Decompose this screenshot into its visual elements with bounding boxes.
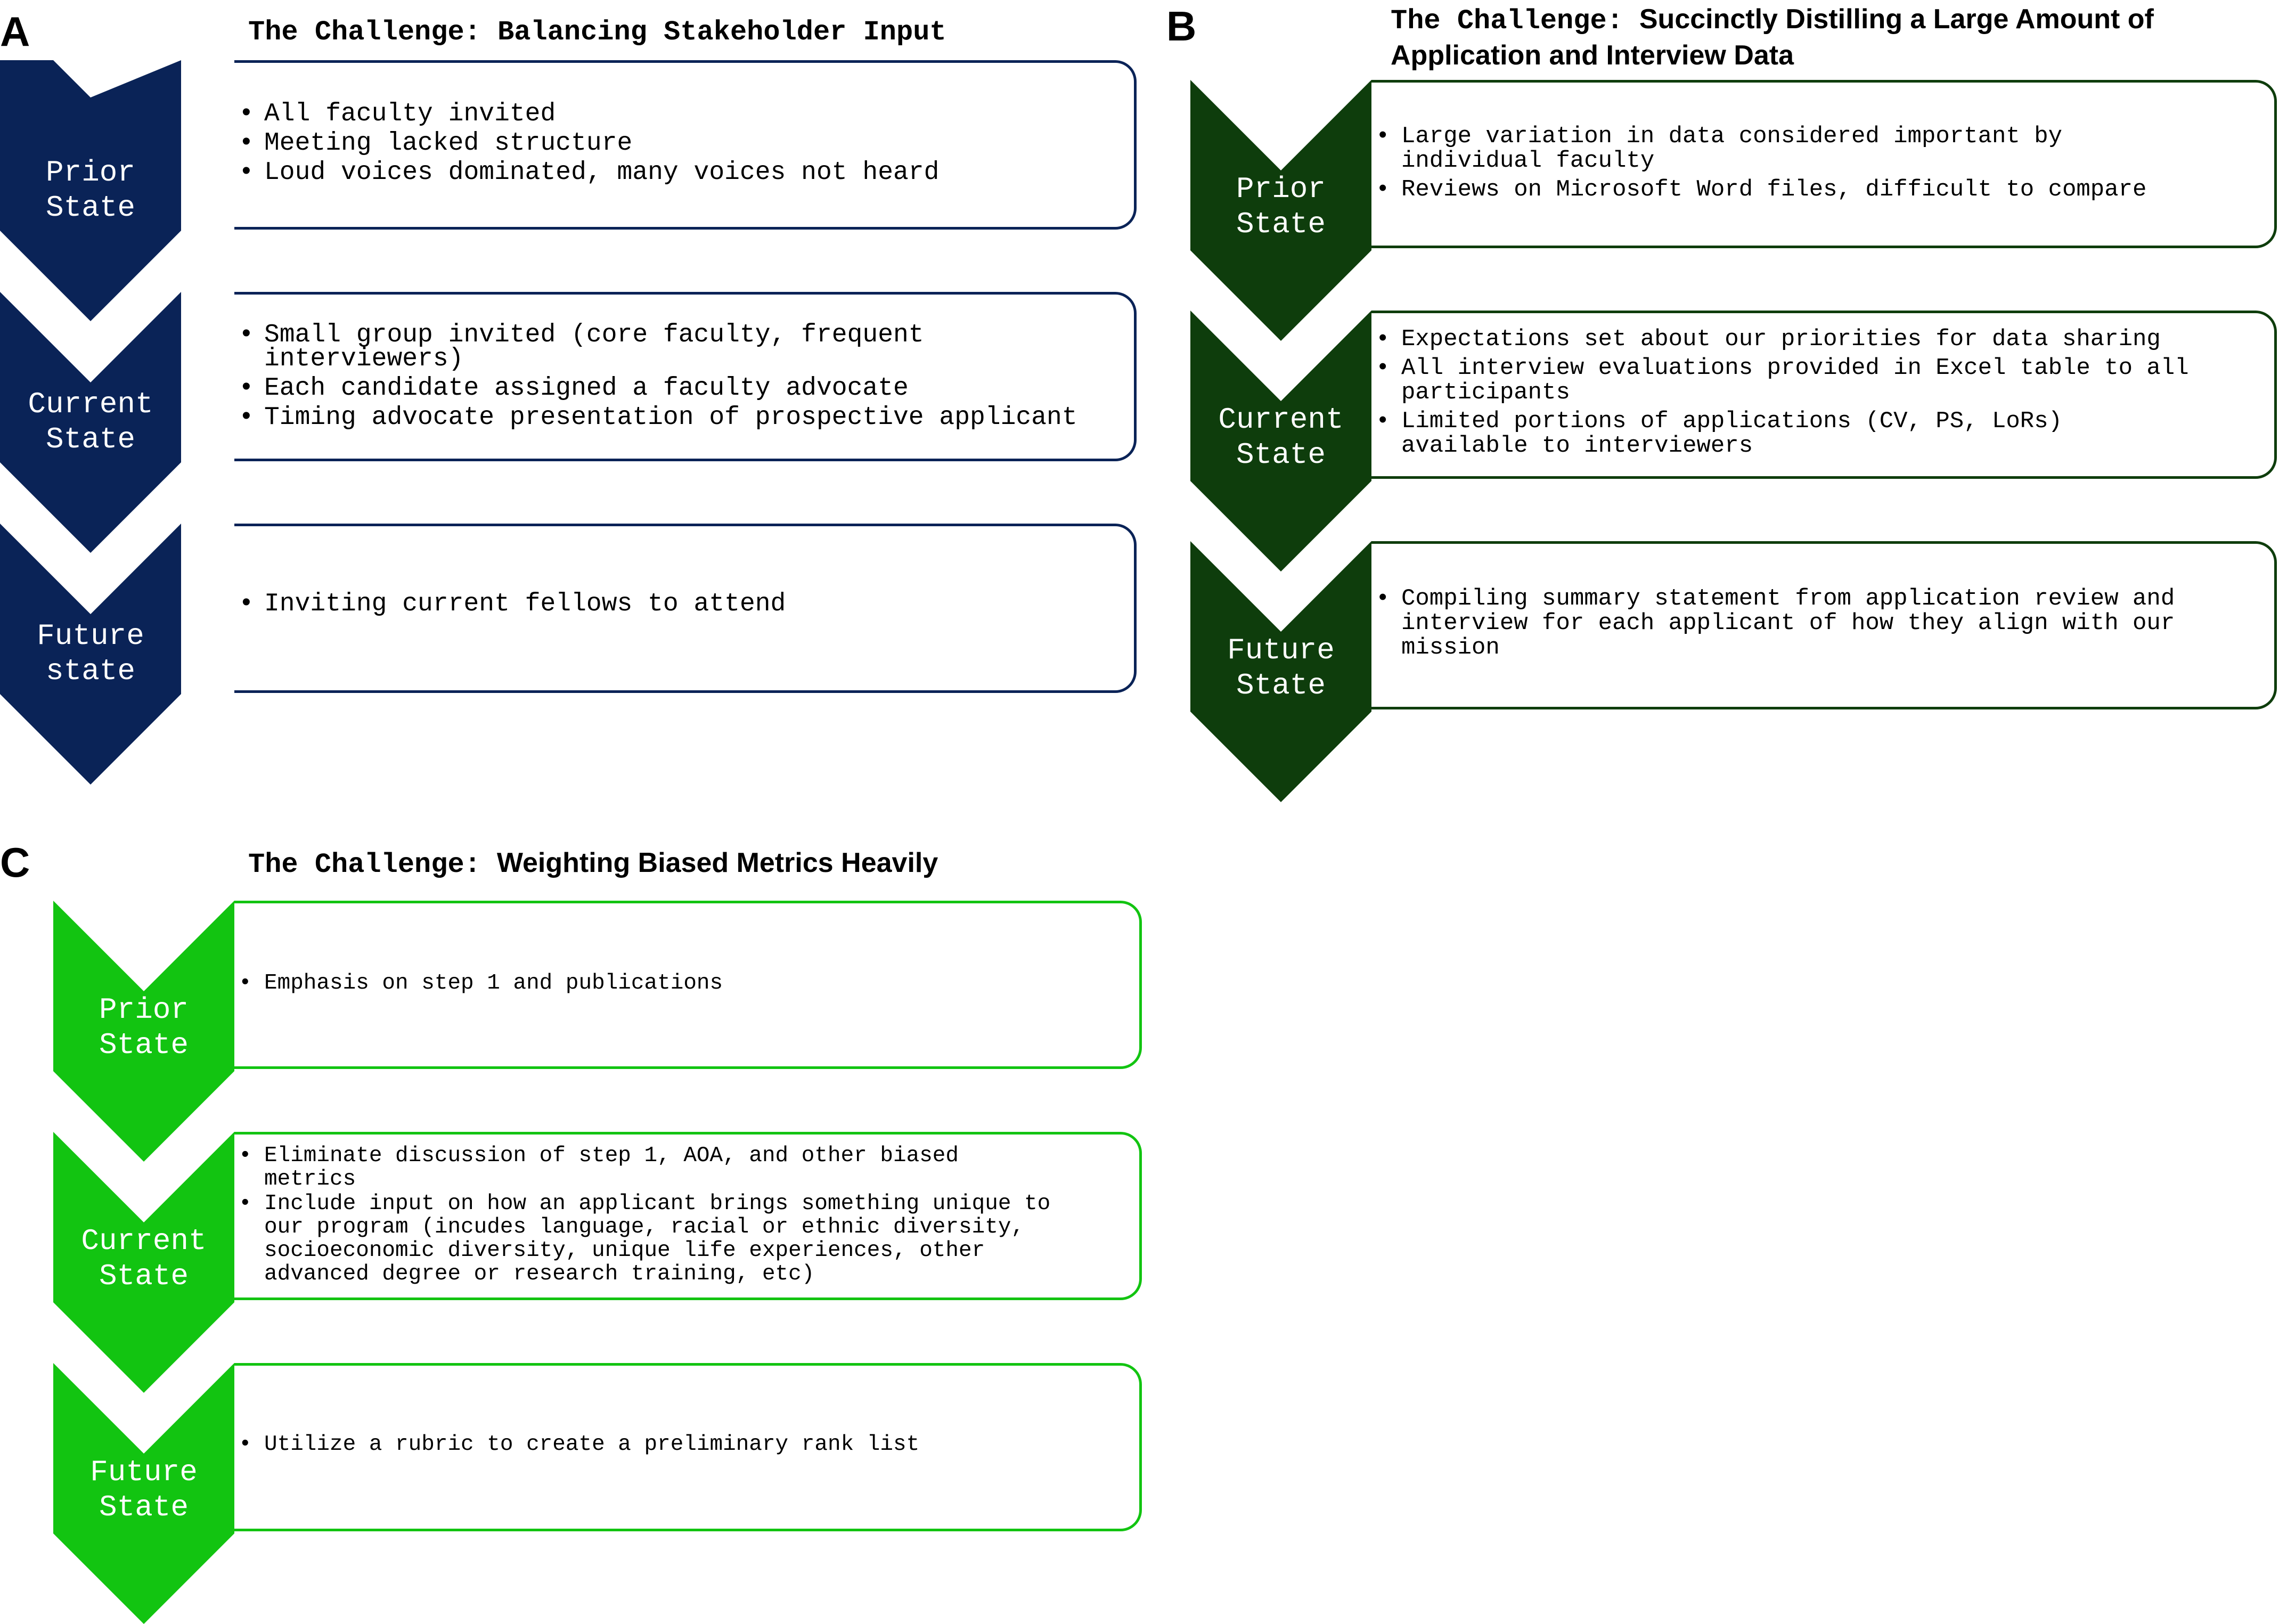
bullet-list (234, 972, 1139, 995)
bullet-item: • Each candidate assigned a faculty advocate (234, 377, 1134, 401)
bullet-list (234, 102, 1134, 185)
stage-box (1371, 80, 2277, 248)
stage-box (234, 60, 1137, 230)
bullet-item: • Reviews on Microsoft Word files, difficult to compare (1371, 177, 2274, 202)
panel-letter: B (1166, 3, 1197, 50)
title-rest: Succinctly Distilling a Large Amount of (1639, 4, 2154, 35)
panel-b (1137, 0, 2279, 810)
title-prefix: The Challenge: (248, 17, 481, 48)
stage-box (234, 1132, 1142, 1300)
bullet-item: • Eliminate discussion of step 1, AOA, and other biased metrics (234, 1144, 1139, 1191)
bullet-list (1371, 327, 2274, 458)
stage-label: Prior State (99, 993, 189, 1062)
bullet-item: • All faculty invited (234, 102, 1134, 126)
bullet-item: • Utilize a rubric to create a preliminary rank list (234, 1433, 1139, 1456)
bullet-list (1371, 586, 2274, 660)
stage-label: Prior State (1236, 172, 1326, 241)
stage-label: Future state (37, 619, 144, 688)
panel-title (248, 846, 938, 882)
stage-label: Future State (90, 1455, 198, 1524)
stage-box (234, 901, 1142, 1069)
bullet-item: • Meeting lacked structure (234, 132, 1134, 156)
stage-label: Current State (1218, 403, 1344, 472)
bullet-item: • Timing advocate presentation of prospective applicant (234, 406, 1134, 430)
panel-c (0, 831, 1150, 1622)
bullet-item: • Limited portions of applications (CV, PS, LoRs) available to interviewers (1371, 409, 2274, 458)
bullet-item: • Compiling summary statement from application review and interview for each applicant of how they align with our mission (1371, 586, 2274, 660)
bullet-list (234, 323, 1134, 430)
panel-title (1391, 2, 2154, 73)
stage-label: Prior State (45, 156, 136, 225)
title-rest: Weighting Biased Metrics Heavily (496, 847, 938, 878)
panel-letter: A (0, 8, 30, 55)
stage-label: Current State (81, 1224, 207, 1293)
bullet-item: • Inviting current fellows to attend (234, 592, 1134, 616)
bullet-item: • Large variation in data considered important by individual faculty (1371, 124, 2274, 173)
bullet-list (234, 592, 1134, 616)
title-rest: Balancing Stakeholder Input (480, 17, 946, 48)
stage-label: Future State (1227, 633, 1335, 703)
bullet-item: • Small group invited (core faculty, frequent interviewers) (234, 323, 1134, 371)
panel-a (0, 0, 1150, 788)
stage-box (234, 292, 1137, 461)
bullet-item: • Expectations set about our priorities for data sharing (1371, 327, 2274, 352)
bullet-item: • Include input on how an applicant brings something unique to our program (incudes language, racial or ethnic diversity, socioeconomic diversity, unique life experiences, other advanced degree or research training, etc) (234, 1192, 1139, 1286)
bullet-list (234, 1144, 1139, 1286)
bullet-list (234, 1433, 1139, 1456)
stage-box (1371, 541, 2277, 709)
bullet-item: • Loud voices dominated, many voices not heard (234, 161, 1134, 185)
stage-box (234, 524, 1137, 693)
bullet-item: • Emphasis on step 1 and publications (234, 972, 1139, 995)
title-line2: Application and Interview Data (1391, 40, 1794, 71)
bullet-item: • All interview evaluations provided in Excel table to all participants (1371, 356, 2274, 405)
stage-box (1371, 311, 2277, 479)
bullet-list (1371, 124, 2274, 202)
panel-letter: C (0, 839, 30, 886)
panel-title (248, 14, 946, 50)
stage-label: Current State (28, 387, 153, 456)
title-prefix: The Challenge: (1391, 5, 1623, 37)
stage-box (234, 1363, 1142, 1531)
title-prefix: The Challenge: (248, 849, 481, 880)
